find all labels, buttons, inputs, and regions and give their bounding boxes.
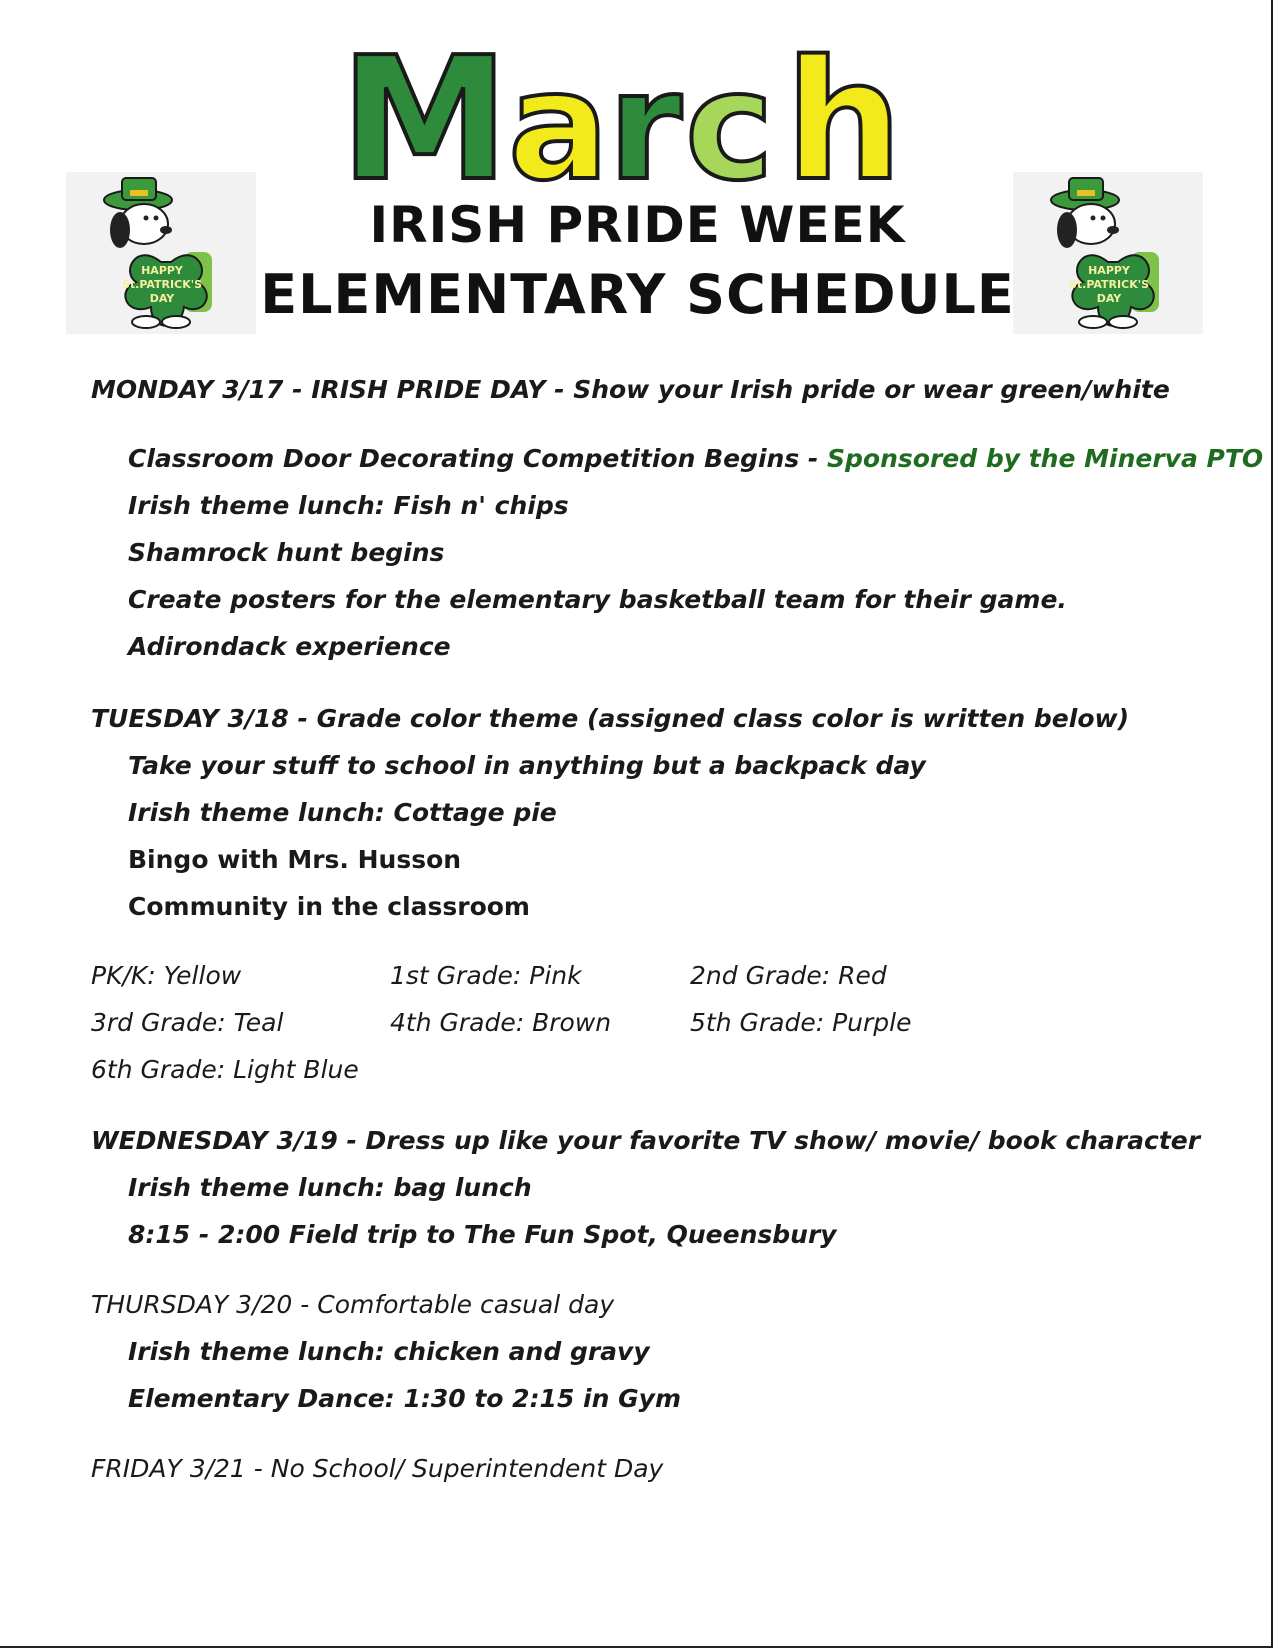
monday-item: Irish theme lunch: Fish n' chips [128, 491, 569, 520]
grade-color-6th: 6th Grade: Light Blue [91, 1055, 359, 1084]
tuesday-heading: TUESDAY 3/18 - Grade color theme (assigned class color is written below) [91, 704, 1130, 733]
monday-item: Create posters for the elementary basketball team for their game. [128, 585, 1067, 614]
grade-color-2nd: 2nd Grade: Red [690, 961, 887, 990]
wednesday-item: Irish theme lunch: bag lunch [128, 1173, 532, 1202]
grade-color-pkk: PK/K: Yellow [91, 961, 242, 990]
monday-item-text: Classroom Door Decorating Competition Begins - [128, 444, 828, 473]
grade-color-3rd: 3rd Grade: Teal [91, 1008, 284, 1037]
badge-text-line1: HAPPY [1088, 264, 1130, 277]
badge-text-line1: HAPPY [141, 264, 183, 277]
monday-item: Adirondack experience [128, 632, 451, 661]
march-logo [340, 38, 940, 188]
logo-letter-a: a [508, 40, 610, 188]
tuesday-item: Irish theme lunch: Cottage pie [128, 798, 557, 827]
grade-color-1st: 1st Grade: Pink [390, 961, 582, 990]
title-line-2: ELEMENTARY SCHEDULE [260, 263, 1015, 326]
logo-letter-m: M [340, 38, 510, 188]
badge-text-line2: St.PATRICK'S [1068, 278, 1150, 291]
thursday-heading: THURSDAY 3/20 - Comfortable casual day [91, 1290, 615, 1319]
wednesday-item: 8:15 - 2:00 Field trip to The Fun Spot, Queensbury [128, 1220, 837, 1249]
grade-color-4th: 4th Grade: Brown [390, 1008, 612, 1037]
title-line-1: IRISH PRIDE WEEK [369, 196, 906, 254]
tuesday-item: Community in the classroom [128, 892, 530, 921]
tuesday-item: Bingo with Mrs. Husson [128, 845, 462, 874]
logo-letter-r: r [608, 40, 682, 188]
monday-item [128, 442, 1263, 476]
friday-heading: FRIDAY 3/21 - No School/ Superintendent Day [91, 1454, 664, 1483]
badge-text-line3: DAY [149, 292, 175, 305]
logo-letter-h: h [785, 38, 903, 188]
thursday-item: Elementary Dance: 1:30 to 2:15 in Gym [128, 1384, 681, 1413]
wednesday-heading: WEDNESDAY 3/19 - Dress up like your favorite TV show/ movie/ book character [91, 1126, 1201, 1155]
thursday-item: Irish theme lunch: chicken and gravy [128, 1337, 650, 1366]
badge-text-line3: DAY [1096, 292, 1122, 305]
monday-item: Shamrock hunt begins [128, 538, 445, 567]
grade-color-5th: 5th Grade: Purple [690, 1008, 912, 1037]
logo-letter-c: c [685, 40, 774, 188]
monday-heading: MONDAY 3/17 - IRISH PRIDE DAY - Show your Irish pride or wear green/white [91, 375, 1170, 404]
badge-text-line2: St.PATRICK'S [121, 278, 203, 291]
tuesday-item: Take your stuff to school in anything but a backpack day [128, 751, 926, 780]
sponsor-text: Sponsored by the Minerva PTO [827, 444, 1264, 473]
